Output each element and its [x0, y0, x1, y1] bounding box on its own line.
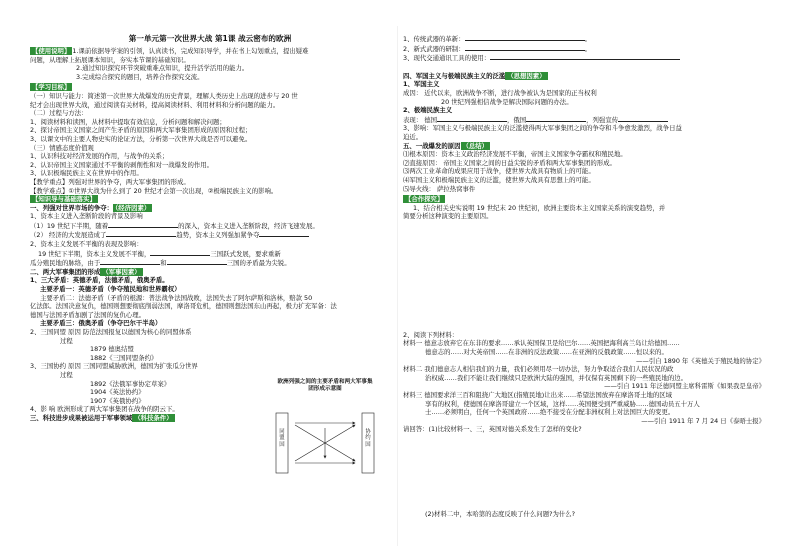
s2-line: 主要矛盾三：俄奥矛盾（争夺巴尔干半岛）	[40, 319, 162, 328]
reading-line: 士……必须明白，任何一个英国政府……绝不接受在分配非洲权利上对法国巨大的变更。	[425, 408, 675, 417]
fill-blank[interactable]	[100, 258, 160, 265]
s2-line: 2、三国同盟 原因 防范法国报复以德国为核心的同盟体系	[30, 328, 192, 336]
usage-line-4: 3.完成综合探究的题目，培养合作探究交流。	[76, 72, 204, 81]
s2-line: 1907《英俄协约》	[90, 396, 145, 405]
reading-source: ——引自 1911 年泛德同盟主席科雷斯《如果我是皇帝》	[604, 382, 765, 391]
reading-source: ——引自 1890 年《英德关于殖民地的协定》	[636, 356, 765, 365]
entente-label: 协约国	[365, 429, 371, 448]
s1-text: 三国跃式发展，要求重新	[210, 249, 281, 258]
right-column: 1、传统武器的革新： 。 2、新式武器的研制： 。 3、现代交通通讯工具的使用： 四、军国主义与极端民族主义的泛滥 （思想因素） 1、军国主义 成因： 近代以来，欧洲战争不断，进行战争被认为是国家的正当权利 20 世纪列强相信战争是解决国际问题的办法。 2、极端民族主义 表现： 德国 ，俄国 ，列强宣传 3、影响：军国主义与极端民族主义的泛滥使得两大军事集团之间的争夺和斗争愈发激烈，战争日益 迫近。 五、一战爆发的原因 （总结） ⑴根本原因：资本主义政治经济发展不平衡，帝国主义国家争夺霸权和殖民地。 ⑵直接原因： 帝国主义国家之间的日益尖锐的矛盾和两大军事集团的形成。 ⑶两次工业革命的成果应用于战争，使世界大战具有物质上的可能。 ⑷军国主义和极端民族主义的泛滥，使世界大战具有思想上的可能。 ⑸导火线： 萨拉热窝事件 【合作探究】 1、结合相关史实说明 19 世纪末 20 世纪初，欧洲主要资本主义国家关系的演变趋势，并 简要分析这种演变的主要原因。 2、阅读下列材料： 材料一 德意志放弃它在东非的要求……承认英国保卫是给巴尔……英国把海利高兰岛让给德国…… 德意志的……对大英帝国……在非洲的反法政策……在亚洲的反俄政策……恒以来的。 ——引自 1890 年《英德关于殖民地的协定》 材料二 我们德意志人相信我们的力量，我们必须用尽一切办法，努力争取适合我们人民状况的政 治权威……我们不能让我们继续只是欧洲大陆的强国，并仅保有英国剩下的一些殖民地的边。 ——引自 1911 年泛德同盟主席科雷斯《如果我是皇帝》 材料三 德国要求洋三百和阻挠广大地区(指殖民地)让出来……希望法国放弃在摩洛哥土地的区域 享有的权利，使德国在摩洛哥建立一个区域，这样……英国便受到严重威胁……德国动员五十万人 士……必须明白，任何一个英国政府……绝不接受在分配非洲权利上对法国巨大的变更。 ——引自 1911 年 7 月 24 日《泰晤士报》 请回答：(1)比较材料一、三，英国对德关系发生了怎样的变化? (2)材料二中，本哈第的态度反映了什么问题?为什么?	[403, 35, 765, 518]
coop-heading: 【合作探究】	[405, 195, 444, 204]
section5-heading: 五、一战爆发的原因	[403, 141, 461, 150]
goal-line: 1、认识科技对经济发展的作用，与战争的关系；	[30, 152, 169, 161]
fill-blank[interactable]	[618, 115, 668, 122]
section2-heading: 二、两大军事集团的形成	[30, 267, 101, 276]
s2-line: 1892《法俄军事协定草案》	[90, 379, 171, 388]
section1-heading: 一、列强对世界市场的争夺：	[30, 203, 114, 212]
s4-line: 3、影响：军国主义与极端民族主义的泛滥使得两大军事集团之间的争夺和斗争愈发激烈，战争日益	[403, 124, 682, 133]
fill-blank[interactable]	[437, 115, 507, 122]
s1-line: 2、资本主义发展不平衡的表现及影响：	[30, 240, 143, 249]
reading-line: 德意志的……对大英帝国……在非洲的反法政策……在亚洲的反俄政策……恒以来的。	[425, 348, 668, 357]
central-powers-label: 同盟国	[279, 429, 285, 448]
usage-line-1: 【使用说明】 1.课前依据导学案的引领，认真读书，完成知识导学，并在书上勾划重点，提出疑难	[32, 47, 309, 55]
page-title: 第一单元第一次世界大战 第1课 战云密布的欧洲	[128, 34, 292, 43]
r-top-line: 3、现代交通通讯工具的使用：	[403, 54, 491, 63]
s4-line: 成因： 近代以来，欧洲战争不断，进行战争被认为是国家的正当权利	[403, 88, 597, 97]
s2-line: 4、影 响 欧洲形成了两大军事集团在战争的阴云下。	[30, 405, 179, 414]
s4-text: ，列强宣传	[586, 115, 619, 124]
difficult-point: 【教学难点】①世界大战为什么到了 20 世纪才会第一次出现，②极端民族主义的影响。	[30, 186, 278, 195]
s4-line: 20 世纪列强相信战争是解决国际问题的办法。	[441, 97, 573, 106]
s1-text: 19 世纪下半期，资本主义发展不平衡，	[38, 249, 151, 258]
goal-line: （二）过程与方法：	[30, 109, 88, 118]
section1-tag: （经济因素）	[115, 203, 151, 212]
goal-line: 3、认识极端民族主义在世界中的作用。	[30, 169, 143, 178]
alliance-diagram	[270, 379, 380, 491]
s2-line: 1879 德奥结盟	[90, 345, 134, 354]
s1-text: 三国的矛盾最为尖锐。	[226, 259, 291, 268]
s6-line: 1、结合相关史实说明 19 世纪末 20 世纪初，欧洲主要资本主义国家关系的演变趋势，并	[413, 203, 666, 212]
goal-line: （三）情感态度价值观	[30, 143, 94, 152]
usage-text: 1.课前依据导学案的引领，认真读书，完成知识导学，并在书上勾划重点，提出疑难	[72, 47, 309, 55]
s2-line: 德国与法国矛盾加剧了法国的复仇心理。	[30, 310, 146, 319]
s1-text: 趋势，资本主义列强加紧争夺	[176, 231, 260, 240]
goal-line: 纪才会出现世界大战，通过阅读有关材料，提高阅读材料、利用材料和分析问题的能力。	[30, 100, 280, 109]
fill-blank[interactable]	[167, 258, 227, 265]
s5-line: ⑴根本原因：资本主义政治经济发展不平衡，帝国主义国家争夺霸权和殖民地。	[403, 150, 627, 159]
diagram-caption: 欧洲列强之间的主要矛盾和两大军事集 团形成示意图	[277, 379, 373, 392]
s2-line: 1904《英法协约》	[90, 388, 145, 397]
section3-tag: （科技条件）	[134, 413, 173, 422]
s4-text: ，俄国	[506, 115, 527, 124]
s2-line: 主要矛盾二：法德矛盾（矛盾的根源：普法战争法国战败，法国失去了阿尔萨斯和洛林，赔款 50	[40, 293, 313, 302]
reading-line: 享有的权利，使德国在摩洛哥建立一个区域，这样……英国便受到严重威胁……德国动员五十万人	[425, 399, 700, 408]
s2-line: 过程	[60, 336, 73, 345]
s2-line: 3、三国协约 原因 三国同盟威胁欧洲，德国为扩张瓜分世界	[30, 362, 198, 371]
left-column	[30, 47, 390, 423]
s2-line: 主要矛盾一：英德矛盾（争夺殖民地和世界霸权）	[40, 285, 181, 294]
question-2: (2)材料二中，本哈第的态度反映了什么问题?为什么?	[425, 510, 576, 518]
reading-line: 材料一 德意志放弃它在东非的要求……承认英国保卫是给巴尔……英国把海利高兰岛让给德国……	[403, 339, 680, 348]
section2-tag: （军事因素）	[102, 267, 141, 276]
fill-blank[interactable]	[259, 230, 309, 237]
fill-blank[interactable]	[108, 221, 178, 228]
reading-line: 2、阅读下列材料：	[403, 330, 459, 339]
goal-line: （一）知识与能力：简述第一次世界大战爆发的历史背景，理解人类历史上出现的进步与 20 世	[30, 91, 298, 100]
s5-line: ⑷军国主义和极端民族主义的泛滥，使世界大战具有思想上的可能。	[403, 175, 595, 184]
fill-blank[interactable]	[490, 53, 680, 60]
goal-line: 2、认识帝国主义国家通过不平衡的剥削性和对一战爆发的作用。	[30, 160, 214, 169]
fill-blank[interactable]	[526, 115, 586, 122]
s5-line: ⑸导火线： 萨拉热窝事件	[403, 184, 476, 193]
key-point: 【教学重点】列强对世界的争夺，两大军事集团的形成。	[30, 177, 190, 186]
s4-line: 1、军国主义	[403, 80, 440, 89]
s4-line: 迫近。	[403, 132, 423, 141]
answer-space[interactable]	[403, 434, 765, 510]
s1-text: （1）19 世纪下半期，随着	[30, 221, 109, 230]
usage-line-3: 2.通过知识探究环节突破重难点知识，提升活学活用的能力。	[76, 64, 249, 73]
answer-space[interactable]	[403, 221, 765, 331]
reading-source: ——引自 1911 年 7 月 24 日《泰晤士报》	[641, 416, 765, 425]
reading-line: 治权威……我们不能让我们继续只是欧洲大陆的强国，并仅保有英国剩下的一些殖民地的边。	[425, 373, 688, 382]
r-top-line: 1、传统武器的革新：	[403, 35, 465, 43]
goals-heading: 【学习目标】	[32, 83, 71, 92]
fill-blank[interactable]	[106, 230, 176, 237]
question-1: 请回答：(1)比较材料一、三，英国对德关系发生了怎样的变化?	[403, 425, 582, 434]
s1-text: 瓜分殖民地的脉络，由于	[30, 259, 101, 268]
section5-tag: （总结）	[462, 141, 489, 150]
usage-line-2: 问题，从理解上拓展课本知识，夯实本节课的基础知识。	[30, 55, 190, 64]
s1-text: 的深入，资本主义进入垄断阶段，经济飞速发展。	[178, 221, 319, 230]
s1-line: 1、资本主义进入垄断阶段的背景及影响	[30, 212, 143, 221]
section3-heading: 三、科技进步成果被运用于军事领域	[30, 413, 133, 422]
column-divider	[397, 26, 398, 546]
section4-tag: （思想因素）	[507, 71, 546, 80]
goal-line: 3、以课文中的主要人物史实的论证方法，分析第一次世界大战是否可以避免。	[30, 134, 252, 143]
section4-heading: 四、军国主义与极端民族主义的泛滥	[403, 71, 506, 80]
s2-line: 1、三大矛盾：英德矛盾，法德矛盾，俄奥矛盾。	[30, 276, 169, 285]
base-heading: 【知识导与基础落实】	[32, 195, 96, 204]
s6-line: 简要分析这种演变的主要原因。	[403, 212, 493, 221]
goal-line: 1、阅读材料和读图，从材料中提取有效信息，分析问题和解决问题；	[30, 117, 226, 126]
reading-line: 材料二 我们德意志人相信我们的力量，我们必须用尽一切办法，努力争取适合我们人民状况的政	[403, 365, 674, 374]
s2-line: 1882《三国同盟条约》	[90, 353, 158, 362]
s2-line: 亿法郎。法国决意复仇，德国则想要彻底削弱法国，摩洛哥危机，德国则想法国东山再起，极力扩充军备：法	[30, 302, 337, 311]
fill-blank[interactable]	[465, 34, 585, 41]
s2-line: 过程	[60, 370, 73, 379]
fill-blank[interactable]	[465, 44, 585, 51]
s5-line: ⑵直接原因： 帝国主义国家之间的日益尖锐的矛盾和两大军事集团的形成。	[403, 158, 616, 167]
fill-blank[interactable]	[150, 249, 210, 256]
s4-text: 表现： 德国	[403, 115, 437, 124]
reading-line: 材料三 德国要求洋三百和阻挠广大地区(指殖民地)让出来……希望法国放弃在摩洛哥土地的区域	[403, 391, 673, 400]
s1-text: 和	[160, 259, 167, 268]
s1-text: （2） 经济的大发展造成了	[30, 231, 107, 240]
s5-line: ⑶两次工业革命的成果应用于战争，使世界大战具有物质上的可能。	[403, 167, 595, 176]
s4-line: 2、极端民族主义	[403, 106, 453, 115]
goal-line: 2、探讨帝国主义国家之间产生矛盾的原因和两大军事集团形成的原因和过程；	[30, 126, 252, 135]
r-top-line: 2、新式武器的研制：	[403, 44, 465, 53]
